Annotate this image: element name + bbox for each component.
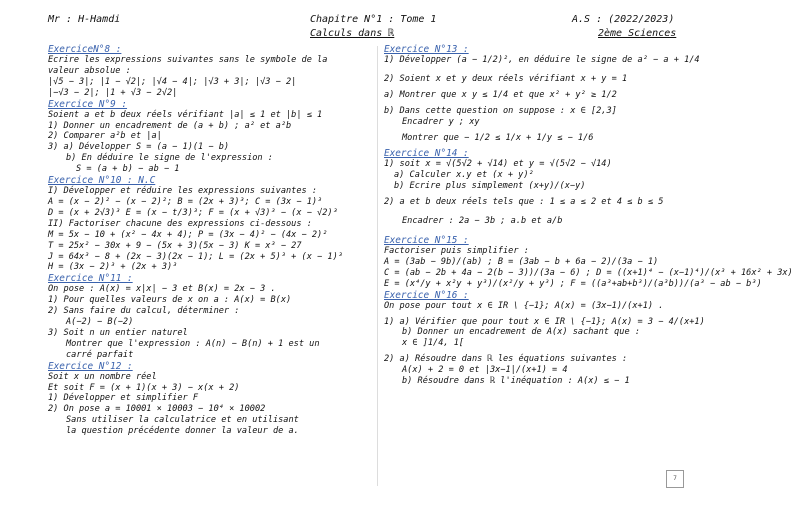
exercise-title: Exercice N°15 : — [384, 234, 469, 246]
text-line: 2) a et b deux réels tels que : 1 ≤ a ≤ 2 et 4 ≤ b ≤ 5 — [384, 197, 664, 208]
text-line: 1) Donner un encadrement de (a + b) ; a² et a²b — [48, 120, 292, 131]
header-chapter: Chapitre N°1 : Tome 1 — [310, 14, 437, 25]
text-line: a) Montrer que x y ≤ 1/4 et que x² + y² ≥ 1/2 — [384, 89, 617, 100]
text-line: Encadrer : 2a − 3b ; a.b et a/b — [402, 216, 563, 227]
text-line: 2) Sans faire du calcul, déterminer : — [48, 306, 240, 317]
text-line: x ∈ ]1/4, 1[ — [402, 338, 465, 349]
text-line: Montrer que − 1/2 ≤ 1/x + 1/y ≤ − 1/6 — [402, 132, 594, 143]
text-line: 1) a) Vérifier que pour tout x ∈ IR \ {−1}; A(x) = 3 − 4/(x+1) — [384, 316, 705, 327]
exercise-title: Exercice N°13 : — [384, 44, 469, 55]
header-level: 2ème Sciences — [598, 28, 677, 39]
text-line: M = 5x − 10 + (x² − 4x + 4); P = (3x − 4)² − (4x − 2)² — [48, 229, 328, 240]
spacer — [384, 66, 704, 74]
header-year: A.S : (2022/2023) — [572, 14, 675, 25]
exercise-title: Exercice N°16 : — [384, 289, 469, 301]
exercise-title: Exercice N°14 : — [384, 148, 469, 160]
text-line: |√5 − 3|; |1 − √2|; |√4 − 4|; |√3 + 3|; |√3 − 2| — [48, 76, 297, 87]
exercise-title: ExerciceN°8 : — [48, 44, 122, 55]
text-line: 2) Comparer a²b et |a| — [48, 131, 162, 142]
text-line: 1) Développer (a − 1/2)², en déduire le signe de a² − a + 1/4 — [384, 55, 700, 65]
column-divider — [377, 46, 378, 486]
text-line: 1) Développer et simplifier F — [48, 393, 199, 404]
text-line: la question précédente donner la valeur de a. — [66, 426, 299, 437]
text-line: E = (x⁴/y + x²y + y³)/(x²/y + y³) ; F = ((a³+ab+b³)/(a³b))/(a³ − ab − b³) — [384, 278, 762, 289]
text-line: b) Ecrire plus simplement (x+y)/(x−y) — [394, 181, 586, 192]
text-line: b) En déduire le signe de l'expression : — [66, 153, 273, 164]
text-line: 2) a) Résoudre dans ℝ les équations suivantes : — [384, 354, 628, 365]
text-line: 1) Pour quelles valeurs de x on a : A(x) = B(x) — [48, 295, 292, 306]
page-number: 7 — [666, 470, 684, 488]
text-line: b) Donner un encadrement de A(x) sachant que : — [402, 327, 640, 338]
header-author: Mr : H-Hamdi — [48, 14, 121, 25]
text-line: 3) a) Développer S = (a − 1)(1 − b) — [48, 142, 230, 153]
spacer — [384, 227, 704, 235]
text-line: A = (3ab − 9b)/(ab) ; B = (3ab − b + 6a − 2)/(3a − 1) — [384, 256, 659, 267]
text-line: J = 64x³ − 8 + (2x − 3)(2x − 1); L = (2x + 5)³ + (x − 1)³ — [48, 251, 343, 262]
exercise-title: Exercice N°10 : N.C — [48, 175, 156, 187]
text-line: I) Développer et réduire les expressions suivantes : — [48, 186, 318, 197]
text-line: T = 25x² − 30x + 9 − (5x + 3)(5x − 3) K = x³ − 27 — [48, 240, 302, 251]
text-line: On pose pour tout x ∈ IR \ {−1}; A(x) = (3x−1)/(x+1) . — [384, 300, 664, 311]
text-line: Et soit F = (x + 1)(x + 3) − x(x + 2) — [48, 382, 240, 393]
text-line: Factoriser puis simplifier : — [384, 245, 529, 256]
text-line: 2) Soient x et y deux réels vérifiant x + y = 1 — [384, 73, 628, 84]
text-line: 2) On pose a = 10001 × 10003 − 10⁴ × 10002 — [48, 404, 266, 415]
text-line: On pose : A(x) = x|x| − 3 et B(x) = 2x − 3 . — [48, 284, 276, 295]
exercise-title: Exercice N°11 : — [48, 273, 133, 285]
header-topic: Calculs dans ℝ — [310, 28, 395, 39]
text-line: Sans utiliser la calculatrice et en utilisant — [66, 415, 299, 426]
text-line: |−√3 − 2|; |1 + √3 − 2√2| — [48, 87, 178, 98]
spacer — [384, 208, 704, 216]
text-line: II) Factoriser chacune des expressions ci-dessous : — [48, 218, 312, 229]
text-line: C = (ab − 2b + 4a − 2(b − 3))/(3a − 6) ; D = ((x+1)⁴ − (x−1)⁴)/(x³ + 16x² + 3x) — [384, 267, 793, 278]
text-line: Encadrer y ; xy — [402, 116, 480, 127]
text-line: b) Dans cette question on suppose : x ∈ [2,3] — [384, 105, 617, 116]
text-line: Ecrire les expressions suivantes sans le symbole de la — [48, 55, 328, 65]
text-line: b) Résoudre dans ℝ l'inéquation : A(x) ≤ − 1 — [402, 376, 630, 387]
exercise-title: Exercice N°12 : — [48, 360, 133, 372]
text-line: a) Calculer x.y et (x + y)² — [394, 170, 534, 181]
text-line: 3) Soit n un entier naturel — [48, 327, 188, 338]
exercise-title: Exercice N°9 : — [48, 98, 128, 110]
text-line: H = (3x − 2)³ + (2x + 3)³ — [48, 262, 178, 273]
text-line: A(−2) − B(−2) — [66, 317, 134, 328]
text-line: Soient a et b deux réels vérifiant |a| ≤ 1 et |b| ≤ 1 — [48, 109, 323, 120]
right-column — [384, 44, 793, 387]
text-line: A(x) + 2 = 0 et |3x−1|/(x+1) = 4 — [402, 365, 568, 376]
text-line: D = (x + 2√3)³ E = (x − t/3)³; F = (x + √3)³ − (x − √2)³ — [48, 207, 338, 218]
text-line: Soit x un nombre réel — [48, 371, 157, 382]
text-line: Montrer que l'expression : A(n) − B(n) + 1 est un — [66, 338, 320, 349]
left-column — [48, 44, 366, 437]
text-line: S = (a + b) − ab − 1 — [76, 164, 180, 175]
text-line: 1) soit x = √(5√2 + √14) et y = √(5√2 − √14) — [384, 159, 612, 170]
text-line: carré parfait — [66, 349, 134, 360]
text-line: valeur absolue : — [48, 65, 131, 76]
text-line: A = (x − 2)² − (x − 2)²; B = (2x + 3)³; C = (3x − 1)³ — [48, 196, 323, 207]
